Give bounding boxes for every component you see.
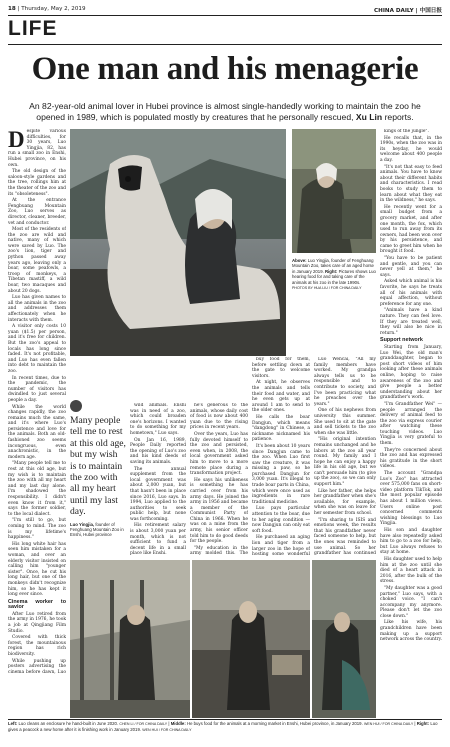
paragraph: His retirement salary is about 3,000 yuan per month, which is not sufficient to fund a decent life in a small place like Enshi. bbox=[130, 523, 186, 556]
column-7-paragraphs bbox=[380, 129, 442, 336]
paragraph: kings of the jungle". bbox=[384, 129, 429, 134]
drop-cap: D bbox=[8, 129, 25, 152]
photo-luo-feeding bbox=[292, 129, 376, 253]
paragraph: "I'm Grandfather Wei" — people arranged the delivery of animal feed to the zoo via express courier after watching these touching videos. Luo Yingjia is very grateful to them. bbox=[380, 401, 442, 447]
article-column-4 bbox=[130, 403, 186, 556]
article-column-1 bbox=[8, 129, 66, 675]
paragraph: He purchased an aging lion and tiger from a larger zoo in the hope of hosting some wonderful bbox=[252, 535, 310, 556]
paragraph: While pushing up posters advertising the cinema before dawn, Luo bbox=[8, 658, 66, 675]
paragraph: The annual supplement from the local government was about 2,000 yuan, but that hasn't been in place since 2016, Luo says. In 1994, Luo applied to the authorities to seek public help, but none was forthcoming. bbox=[130, 466, 186, 522]
paragraph: Over the years, Luo has fully devoted himself to the zoo and persisted, even when, in 2008, the local government asked him to move to a more remote place during a transformation project. bbox=[190, 431, 248, 477]
column-7-paragraphs-2 bbox=[380, 345, 442, 643]
byline: Xu Lin bbox=[355, 112, 383, 122]
top-rule bbox=[8, 15, 442, 16]
photo-market bbox=[192, 560, 310, 718]
photo-luo-with-horse bbox=[70, 129, 286, 356]
column-4-paragraphs bbox=[130, 403, 186, 556]
paragraph: Like his wife, his grandchildren have been making up a support network across the country. bbox=[380, 620, 442, 643]
paragraph: "My education in the army molded this. The bbox=[190, 545, 248, 556]
paragraph: Asked which animal is his favorite, he says he treats all of his animals with equal affection, without preference for any one. bbox=[380, 279, 442, 307]
paragraph: Covered with thick forest, the mountainous region has rich biodiversity. bbox=[8, 635, 66, 658]
pull-quote-attribution: Luo Yingjia, founder of Fenghuang Mountain Zoo in Enshi, Hubei province bbox=[70, 521, 124, 538]
paragraph: wild animals. Enshi was in need of a zoo, which could broaden one's horizons. I wanted to do something for my hometown," Luo says. bbox=[130, 403, 186, 436]
article-column-7 bbox=[380, 129, 442, 675]
pull-quote-text: Many people tell me to rest at this old age, but my wish is to maintain the zoo with all my heart until my last day. bbox=[70, 415, 126, 518]
page-number-date: 18 | Thursday, May 2, 2019 bbox=[8, 6, 86, 12]
paragraph: "I'm sharing to ISIS and emotions week, the results that his grandfather never faced someone to help, but the ones was reminded to use animal. So her grandfather has continued bbox=[314, 517, 376, 556]
paragraph: He recently went for a small budget from a grocery market, and after one month, the fox, which used to run away from its owners, had been won over by his persistence, and came to greet him when he brought it food. bbox=[380, 204, 442, 255]
paragraph: The account "Grandpa Luo's Zoo" has attracted over 575,000 fans on short-video platform TikTok, and the most popular episode has about 1 million views. Users online post concerned comments wishing blessings to Luo Yingjia. bbox=[380, 471, 442, 527]
paragraph: It's been about 10 years since Dangjun came to the zoo. When Luo first saw the creature, it was missing a paw, so he purchased Dangjun for 3,000 yuan. It's illegal to trade boar parts in China, which were once used as ingredients in rare traditional medicine. bbox=[252, 443, 310, 505]
paragraph: He calls the boar Dangjun, which means "dangdong" in Chinese, a nickname nicknamed his patience. bbox=[252, 414, 310, 443]
paragraph: espite various difficulties, for 30 years, Luo Yingjia, 82, has run a small zoo in Enshi, Hubei province, on his own. bbox=[8, 129, 66, 168]
photo-caption-top: Above: Luo Yingjia, founder of Fenghuang Mountain Zoo, takes care of an aged horse in January 2019. Right: Pictures shows Luo hearing food for and taking care of the animals at his zoo in the late 1990s. PHOTOS BY HUA LIU / FOR CHINA DAILY bbox=[292, 258, 376, 291]
pull-quote bbox=[70, 400, 126, 538]
deck: An 82-year-old animal lover in Hubei province is almost single-handedly working to maintain the zoo he opened in 1989, which is populated mostly by creatures that he personally rescued, Xu Lin reports. bbox=[29, 101, 421, 122]
paragraph: Luo has given names to all the animals in the zoo and addresses them affectionately when he interacts with them. bbox=[8, 295, 66, 323]
paragraph: A visitor only costs 10 yuan ($1.5) per person, and it's free for children. But the zoo's appeal to locals has long since faded. It's not profitable, and Luo has even fallen into debt to maintain the zoo. bbox=[8, 324, 66, 374]
paragraph: His son and daughter have also repeatedly asked him to go to a zoo for help, but Luo always refuses to stay at home. bbox=[380, 527, 442, 556]
paragraph: "His original intention remains unchanged and he labors at the zoo all year round. My family and I hope he can enjoy a happy life in his old age, but we can't persuade him (to give up the zoo), so we can only support him." bbox=[314, 437, 376, 488]
paragraph: "My daughter was a good partner," Luo says, with a choked voice. "I can't accompany my anymore. Please don't let the zoo close down." bbox=[380, 585, 442, 619]
paragraph: Most of the residents of the zoo are wild and native, many of which were saved by Luo. The zoo's lion, tiger and python passed away years ago, leaving only a boar, some peafowls, a troop of monkeys, a Tibetan mastiff, a wild boar, two macaques and about 20 dogs. bbox=[8, 227, 66, 294]
paragraph: His long white hair has seen him mistaken for a woman, and over an elderly visitor insisted on calling him "younger sister". Once, he cut his long hair, but one of the monkeys didn't recognize him, so he has kept it long ever since. bbox=[8, 541, 66, 598]
paragraph: "Animals have a kind nature. They can feel love. If they are treated well, they will also be nice in return." bbox=[380, 308, 442, 336]
paragraph: Like her father, she helps her grandfather when she's available, for example, when she was on leave for her semester from school. bbox=[314, 488, 376, 517]
paragraph: He recalls that, in the 1990s, when the zoo was in its heyday, he would welcome about 400 people a day. bbox=[380, 135, 442, 163]
paragraph: "You have to be patient and gentle, and you can never yell at them," he says. bbox=[380, 256, 442, 278]
bottom-rule bbox=[8, 719, 442, 720]
column-5-paragraphs bbox=[190, 403, 248, 556]
paragraph: One of his nephews from university this summer. She used to sit at the gate and sell tickets to the zoo when she was little. bbox=[314, 408, 376, 436]
masthead bbox=[8, 5, 442, 15]
column-6-paragraphs bbox=[252, 357, 310, 556]
subhead-support-network: Support network bbox=[380, 337, 423, 344]
paragraph: At the entrance Fengbuang Mountain Zoo, Luo serves as director, cleaner, breeder, vet and conductor. bbox=[8, 198, 66, 226]
quote-avatar bbox=[70, 400, 82, 412]
paragraph: He says his unlikeness is something he has carried over from his army days. He joined the army in 1956 and became a member of the Communist Party of China in 1966. When he was on a mine from the army, his senior officer told him to do good deeds for the people. bbox=[190, 477, 248, 545]
paragraph: "Many people tell me to rest at this old age, but my wish is to maintain the zoo with all my heart and my last day alone. I'm shadowed the responsibility. I didn't even know it from it," says the former soldier, to the local dialect. bbox=[8, 461, 66, 517]
paragraph: The old design of the saloon-style gardens and the tree, rollings him at the theater of the zoo and its "obsoleteness". bbox=[8, 169, 66, 197]
headline: One man and his menagerie bbox=[31, 51, 419, 87]
bottom-caption: Left: Luo cleans an enclosure he hand-built in June 2020. CHEN LI / FOR CHINA DAILY | Middle: He buys food for the animals at a morning market in Enshi, Hubei province, in January 2019. WEN HUI / FOR CHINA DAILY | Right: Luo gives a peacock a new home after it is finishing work in January 2019. WEN HUI / FOR CHINA DAILY bbox=[8, 721, 438, 733]
paragraph: After Luo retired from the army in 1976, he took a job at Qingjiang Film Studio. bbox=[8, 611, 66, 634]
publication-name: CHINA DAILY | 中国日报 bbox=[374, 8, 442, 14]
article-column-6 bbox=[252, 357, 310, 556]
paragraph: "I'm still to go, but coming to mind. The zoo is my lifetime's happiness." bbox=[8, 518, 66, 541]
paragraph: They're concerned about the zoo and has expressed his gratitude in the short videos. bbox=[380, 447, 442, 470]
paragraph: Starting from January, Luo Wei, the old man's granddaughter, began to post short videos of him looking after these animals online, hoping to raise awareness of the zoo and give people a better understanding about her grandfather's work. bbox=[380, 344, 442, 401]
paragraph: buy food for them, before settling down at the gate to welcome visitors. bbox=[252, 357, 310, 379]
paragraph: While the world changes rapidly, the zoo remains much the same, and it's where Luo's persistence and love for the animals. Both an old-fashioned zoo seems incongruous, even anachronistic, in the modern age. bbox=[8, 404, 66, 460]
column-1-paragraphs-2 bbox=[8, 612, 66, 675]
paragraph: At night, he observes the animals and tells their food and water, and he even gets up at around 1 am to send to the older ones. bbox=[252, 380, 310, 414]
photo-peacock bbox=[312, 560, 376, 718]
paragraph: Luo Wencai, "All my family members have worked. My grandpa always tells us to be responsible and to contribute to society, and I've been practicing what he preaches over the years." bbox=[314, 357, 376, 407]
article-column-8 bbox=[314, 357, 376, 556]
column-1-paragraphs bbox=[8, 129, 66, 598]
paragraph: "It's not that easy to feed animals. You have to know about their different habits and characteristics. I read books to study them to learn about what they eat in the wildness," he says. bbox=[380, 164, 442, 204]
photo-cleaning-enclosure bbox=[70, 560, 190, 718]
subhead-cinema-worker: Cinema worker to savior bbox=[8, 598, 66, 611]
paragraph: he's generous to the animals, whose daily cost of food is now about 400 yuan due to the rising prices in recent years. bbox=[190, 403, 248, 431]
photo-credit: PHOTOS BY HUA LIU / FOR CHINA DAILY bbox=[292, 286, 362, 291]
paragraph: In recent times, due to the pandemic, the number of visitors has dwindled to just several people a day. bbox=[8, 375, 66, 403]
section-rule bbox=[8, 44, 442, 45]
paragraph: On Jan 16, 1989, People Daily reported the opening of Luo's zoo and his kind deeds of saving its animals. bbox=[130, 437, 186, 465]
column-8-paragraphs bbox=[314, 357, 376, 556]
article-column-5 bbox=[190, 403, 248, 556]
paragraph: His daughter used to help him at the zoo until she died of a heart attack in 2016, after the bulk of the stress. bbox=[380, 556, 442, 585]
section-label: LIFE bbox=[8, 17, 58, 40]
paragraph: Luo pays particular attention to the boar, due to her aging condition — now Dangjun can only eat soft food. bbox=[252, 506, 310, 534]
